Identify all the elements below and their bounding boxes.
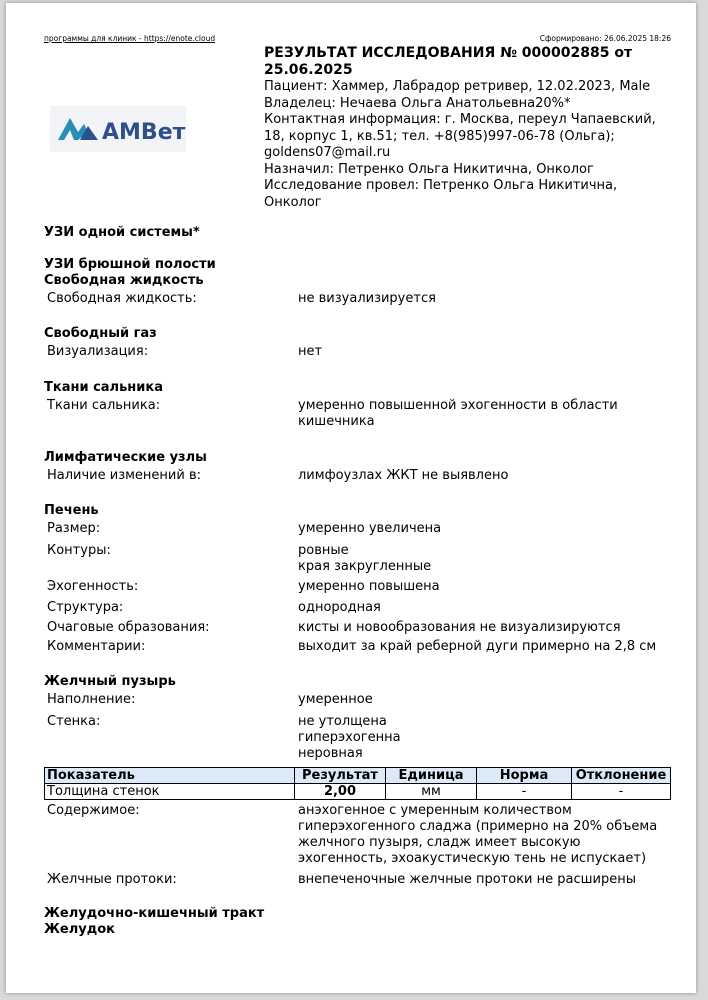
cell-indicator: Толщина стенок [45, 784, 295, 800]
assigned-by: Назначил: Петренко Ольга Никитична, Онколог [264, 161, 594, 177]
report-title: РЕЗУЛЬТАТ ИССЛЕДОВАНИЯ № 000002885 от 25.06.2025 [264, 45, 633, 78]
cell-norm: - [477, 784, 572, 800]
liver-contours-label: Контуры: [47, 543, 111, 558]
liver-structure-label: Структура: [47, 600, 124, 615]
clinic-logo [50, 106, 186, 152]
col-indicator: Показатель [45, 768, 295, 784]
free-gas-value: нет [298, 344, 323, 359]
owner-info: Владелец: Нечаева Ольга Анатольевна20%* [264, 95, 571, 111]
results-table [44, 767, 671, 800]
cell-result: 2,00 [295, 784, 386, 800]
col-result: Результат [295, 768, 386, 784]
cell-deviation: - [572, 784, 671, 800]
gb-contents-value-2: гиперэхогенного сладжа (примерно на 20% объема [298, 819, 658, 834]
lymph-heading: Лимфатические узлы [44, 450, 207, 465]
lymph-value: лимфоузлах ЖКТ не выявлено [298, 468, 509, 483]
gb-contents-label: Содержимое: [47, 803, 140, 818]
gb-wall-value-1: не утолщена [298, 714, 387, 729]
gb-contents-value-4: эхогенность, эхоакустическую тень не испускает) [298, 851, 647, 866]
liver-contours-value-2: края закругленные [298, 559, 432, 574]
liver-size-value: умеренно увеличена [298, 521, 442, 536]
results-table-header [45, 768, 671, 784]
logo-text: AMBет [102, 120, 186, 145]
liver-heading: Печень [44, 503, 99, 518]
document-page [6, 3, 696, 993]
gb-filling-value: умеренное [298, 692, 373, 707]
gb-ducts-value: внепеченочные желчные протоки не расширены [298, 872, 636, 887]
liver-focal-value: кисты и новообразования не визуализируются [298, 620, 621, 635]
generated-date: Сформировано: 26.06.2025 18:26 [539, 34, 671, 43]
top-link[interactable]: программы для клиник - https://enote.cloud [44, 34, 216, 43]
report-header [264, 45, 674, 211]
gb-ducts-label: Желчные протоки: [47, 872, 177, 887]
liver-structure-value: однородная [298, 600, 381, 615]
liver-comments-label: Комментарии: [47, 639, 146, 654]
gb-filling-label: Наполнение: [47, 692, 136, 707]
free-fluid-heading: Свободная жидкость [44, 273, 204, 288]
liver-focal-label: Очаговые образования: [47, 620, 210, 635]
gb-wall-value-3: неровная [298, 746, 363, 761]
gb-wall-value-2: гиперэхогенна [298, 730, 401, 745]
omentum-heading: Ткани сальника [44, 380, 163, 395]
patient-info: Пациент: Хаммер, Лабрадор ретривер, 12.02.2023, Male [264, 79, 651, 94]
col-unit: Единица [386, 768, 477, 784]
gi-heading: Желудочно-кишечный тракт [44, 906, 265, 921]
gb-wall-label: Стенка: [47, 714, 101, 729]
col-deviation: Отклонение [572, 768, 671, 784]
study-title: УЗИ одной системы* [44, 225, 200, 240]
gb-contents-value-1: анэхогенное с умеренным количеством [298, 803, 572, 818]
liver-echo-value: умеренно повышена [298, 579, 440, 594]
table-row [45, 784, 671, 800]
stomach-heading: Желудок [44, 922, 115, 937]
liver-size-label: Размер: [47, 521, 101, 536]
omentum-value-1: умеренно повышенной эхогенности в области [298, 398, 618, 413]
performed-by: Исследование провел: Петренко Ольга Никитична, Онколог [264, 178, 618, 210]
liver-echo-label: Эхогенность: [47, 579, 139, 594]
liver-comments-value: выходит за край реберной дуги примерно на 2,8 см [298, 639, 657, 654]
gb-contents-value-3: желчного пузыря, сладж имеет высокую [298, 835, 581, 850]
contact-info: Контактная информация: г. Москва, переул Чапаевский, 18, корпус 1, кв.51; тел. +8(985)997-06-78 (Ольга); goldens07@mail.ru [264, 112, 656, 160]
col-norm: Норма [477, 768, 572, 784]
lymph-label: Наличие изменений в: [47, 468, 201, 483]
omentum-value-2: кишечника [298, 414, 375, 429]
omentum-label: Ткани сальника: [47, 398, 161, 413]
free-gas-heading: Свободный газ [44, 326, 157, 341]
section-abdomen: УЗИ брюшной полости [44, 257, 216, 272]
cell-unit: мм [386, 784, 477, 800]
liver-contours-value-1: ровные [298, 543, 349, 558]
free-gas-label: Визуализация: [47, 344, 149, 359]
gallbladder-heading: Желчный пузырь [44, 674, 176, 689]
free-fluid-label: Свободная жидкость: [47, 291, 197, 306]
free-fluid-value: не визуализируется [298, 291, 436, 306]
